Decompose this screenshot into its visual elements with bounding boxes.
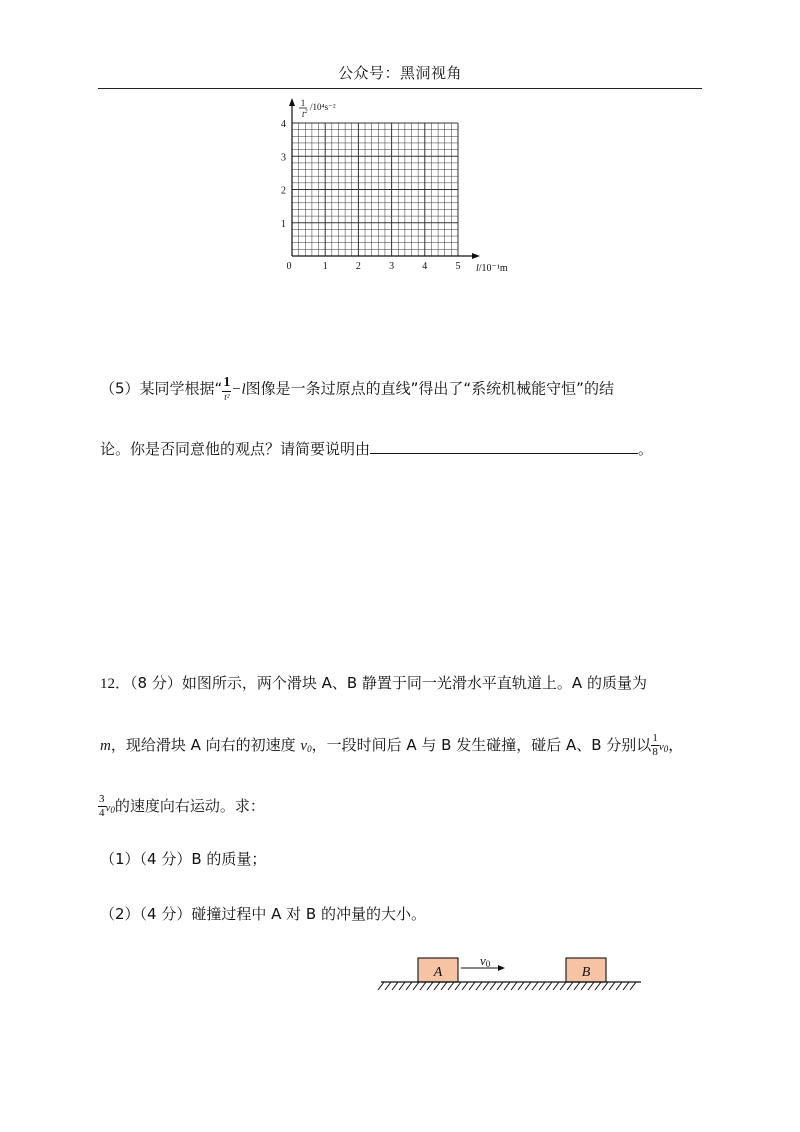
quote-open: “ — [214, 379, 223, 398]
x-tick-label: 2 — [355, 261, 361, 272]
x-tick-labels — [323, 261, 461, 272]
question-12-line-2 — [100, 733, 683, 759]
fraction-3-over-4: $\frac{3}{4}$ — [99, 793, 105, 819]
hatch-line — [525, 982, 531, 990]
x-axis-label: l/10⁻¹m — [476, 263, 508, 274]
hatch-line — [448, 982, 454, 990]
hatch-line — [595, 982, 601, 990]
x-tick-label: 3 — [389, 261, 395, 272]
hatch-line — [532, 982, 538, 990]
fraction-numerator: 1 — [223, 375, 231, 390]
question-5-label: （5）某同学根据 — [100, 379, 215, 398]
hatch-line — [441, 982, 447, 990]
hatch-line — [462, 982, 468, 990]
hatch-line — [420, 982, 426, 990]
question-12-line-1 — [100, 673, 647, 694]
question-5-line-1 — [100, 376, 614, 402]
hatch-line — [560, 982, 566, 990]
hatch-line — [630, 982, 636, 990]
v0-symbol-3: $v_0$ — [105, 802, 115, 815]
question-12-line-2-b: ，一段时间后 A 与 B 发生碰撞，碰后 A、B 分别以 — [311, 736, 652, 754]
hatch-line — [497, 982, 503, 990]
hatch-line — [609, 982, 615, 990]
y-tick-label: 3 — [281, 152, 286, 164]
hatch-line — [413, 982, 419, 990]
y-tick-label: 2 — [281, 185, 286, 197]
block-b-label: B — [581, 965, 591, 980]
answer-blank[interactable] — [370, 439, 638, 454]
hatch-line — [588, 982, 594, 990]
hatch-line — [378, 982, 384, 990]
hatch-line — [602, 982, 608, 990]
question-12-line-3-text: 的速度向右运动。求： — [114, 797, 265, 815]
y-axis-arrow — [289, 98, 295, 106]
x-tick-label: 1 — [322, 261, 328, 272]
hatch-line — [511, 982, 517, 990]
hatch-line — [567, 982, 573, 990]
y-tick-label: 1 — [281, 218, 286, 230]
graph-1-over-t2-vs-l — [270, 96, 530, 281]
hatch-line — [434, 982, 440, 990]
velocity-arrowhead — [498, 965, 505, 971]
question-12-number: 12． — [100, 676, 131, 692]
track-hatching — [378, 982, 636, 990]
x-axis-arrow — [472, 253, 480, 259]
page-header-title: 公众号：黑洞视角 — [337, 64, 462, 82]
hatch-line — [455, 982, 461, 990]
hatch-line — [385, 982, 391, 990]
y-axis-label-num: 1 — [300, 98, 306, 108]
hatch-line — [574, 982, 580, 990]
question-12-sub-2: （2）（4 分）碰撞过程中 A 对 B 的冲量的大小。 — [100, 905, 426, 923]
hatch-line — [483, 982, 489, 990]
question-12-sub-1: （1）（4 分）B 的质量； — [100, 850, 267, 868]
hatch-line — [406, 982, 412, 990]
hatch-line — [476, 982, 482, 990]
hatch-line — [399, 982, 405, 990]
comma: ， — [668, 736, 684, 754]
hatch-line — [553, 982, 559, 990]
v0-symbol: $v_0$ — [300, 738, 312, 754]
hatch-line — [490, 982, 496, 990]
hatch-line — [427, 982, 433, 990]
collision-figure — [376, 950, 646, 998]
question-12-line-2-a: ，现给滑块 A 向右的初速度 — [110, 736, 301, 754]
v0-symbol-2: $v_0$ — [658, 741, 669, 754]
question-12-text: （8 分）如图所示，两个滑块 A、B 静置于同一光滑水平直轨道上。A 的质量为 — [130, 674, 647, 692]
x-tick-label: 5 — [455, 261, 461, 272]
question-5-line-2 — [100, 439, 653, 459]
x-tick-label: 4 — [422, 261, 428, 272]
question-5-text: 图像是一条过原点的直线”得出了“系统机械能守恒”的结 — [245, 379, 614, 398]
period: 。 — [638, 440, 654, 458]
graph-grid — [292, 123, 458, 256]
mass-m: m — [100, 738, 111, 754]
hatch-line — [546, 982, 552, 990]
fraction-denominator: t² — [224, 392, 230, 402]
header-divider — [98, 88, 702, 89]
minus-l: −l — [231, 381, 246, 398]
hatch-line — [504, 982, 510, 990]
origin-label: 0 — [286, 261, 292, 272]
hatch-line — [581, 982, 587, 990]
hatch-line — [518, 982, 524, 990]
hatch-line — [623, 982, 629, 990]
fraction-1-over-t2 — [222, 376, 231, 402]
hatch-line — [539, 982, 545, 990]
question-5-line-2-text: 论。你是否同意他的观点？请简要说明由 — [100, 440, 371, 458]
hatch-line — [616, 982, 622, 990]
y-tick-label: 4 — [281, 119, 286, 130]
hatch-line — [469, 982, 475, 990]
fraction-1-over-8: $\frac{1}{8}$ — [652, 732, 658, 758]
velocity-label: v0 — [480, 953, 491, 969]
hatch-line — [392, 982, 398, 990]
y-axis-label-den: $t^2$ — [302, 109, 308, 119]
y-axis-label-unit: /10⁴s⁻² — [310, 102, 336, 112]
question-12-line-3 — [98, 794, 265, 820]
y-tick-labels — [281, 119, 286, 230]
block-a-label: A — [433, 965, 443, 980]
